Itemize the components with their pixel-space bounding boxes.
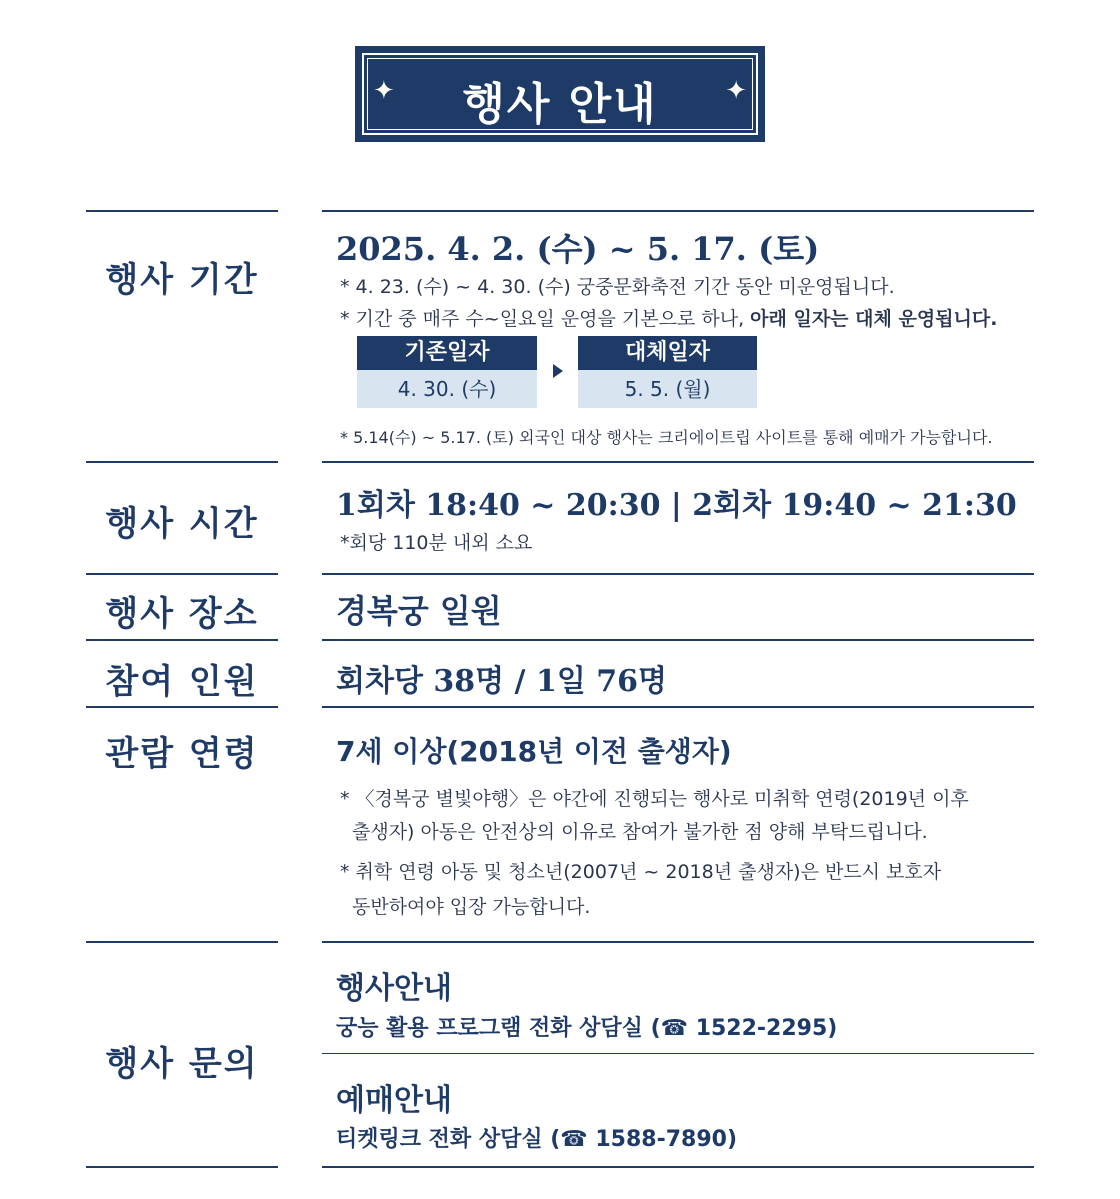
divider (322, 461, 1034, 463)
page-title: 행사 안내 (462, 79, 658, 130)
divider (86, 461, 278, 463)
period-main: 2025. 4. 2. (수) ~ 5. 17. (토) (336, 230, 820, 268)
period-note-1: * 4. 23. (수) ~ 4. 30. (수) 궁중문화축전 기간 동안 미운영됩니다. (340, 276, 895, 298)
divider (322, 941, 1034, 943)
inquiry-event-line: 궁능 활용 프로그램 전화 상담실 (☎ 1522-2295) (336, 1016, 838, 1041)
divider (86, 1166, 278, 1168)
divider (322, 639, 1034, 641)
sparkle-icon: ✦ (373, 76, 395, 106)
title-banner (355, 46, 765, 142)
age-note-2a: * 취학 연령 아동 및 청소년(2007년 ~ 2018년 출생자)은 반드시 보호자 (340, 861, 942, 883)
table-head-original: 기존일자 (357, 336, 537, 370)
divider (86, 573, 278, 575)
divider (322, 1166, 1034, 1168)
time-note: *회당 110분 내외 소요 (340, 532, 533, 554)
age-label: 관람 연령 (105, 734, 259, 774)
period-label: 행사 기간 (105, 260, 259, 300)
inquiry-event-title: 행사안내 (336, 971, 452, 1006)
divider (86, 706, 278, 708)
age-main: 7세 이상(2018년 이전 출생자) (336, 735, 732, 768)
divider (322, 210, 1034, 212)
arrow-right-icon (553, 364, 563, 378)
inquiry-label: 행사 문의 (105, 1044, 259, 1084)
age-note-1a: * 〈경복궁 별빛야행〉은 야간에 진행되는 행사로 미취학 연령(2019년 이후 (340, 788, 969, 810)
time-label: 행사 시간 (105, 504, 259, 544)
age-note-2b: 동반하여야 입장 가능합니다. (352, 896, 591, 918)
time-main: 1회차 18:40 ~ 20:30 | 2회차 19:40 ~ 21:30 (336, 488, 1017, 523)
age-note-1b: 출생자) 아동은 안전상의 이유로 참여가 불가한 점 양해 부탁드립니다. (352, 821, 928, 843)
divider (322, 1053, 1034, 1054)
inquiry-ticket-title: 예매안내 (336, 1083, 452, 1118)
period-note-3: * 5.14(수) ~ 5.17. (토) 외국인 대상 행사는 크리에이트립 사이트를 통해 예매가 가능합니다. (340, 428, 993, 447)
inquiry-ticket-line: 티켓링크 전화 상담실 (☎ 1588-7890) (336, 1127, 738, 1152)
divider (86, 639, 278, 641)
table-cell-replace: 5. 5. (월) (578, 370, 757, 408)
place-main: 경복궁 일원 (336, 592, 502, 630)
period-note-2: * 기간 중 매주 수~일요일 운영을 기본으로 하나, 아래 일자는 대체 운영됩니다. (340, 308, 998, 330)
divider (86, 210, 278, 212)
divider (86, 941, 278, 943)
place-label: 행사 장소 (105, 594, 259, 634)
divider (322, 573, 1034, 575)
sparkle-icon: ✦ (725, 76, 747, 106)
people-main: 회차당 38명 / 1일 76명 (336, 664, 667, 699)
divider (322, 706, 1034, 708)
table-cell-original: 4. 30. (수) (357, 370, 537, 408)
people-label: 참여 인원 (105, 662, 259, 702)
table-head-replace: 대체일자 (578, 336, 757, 370)
